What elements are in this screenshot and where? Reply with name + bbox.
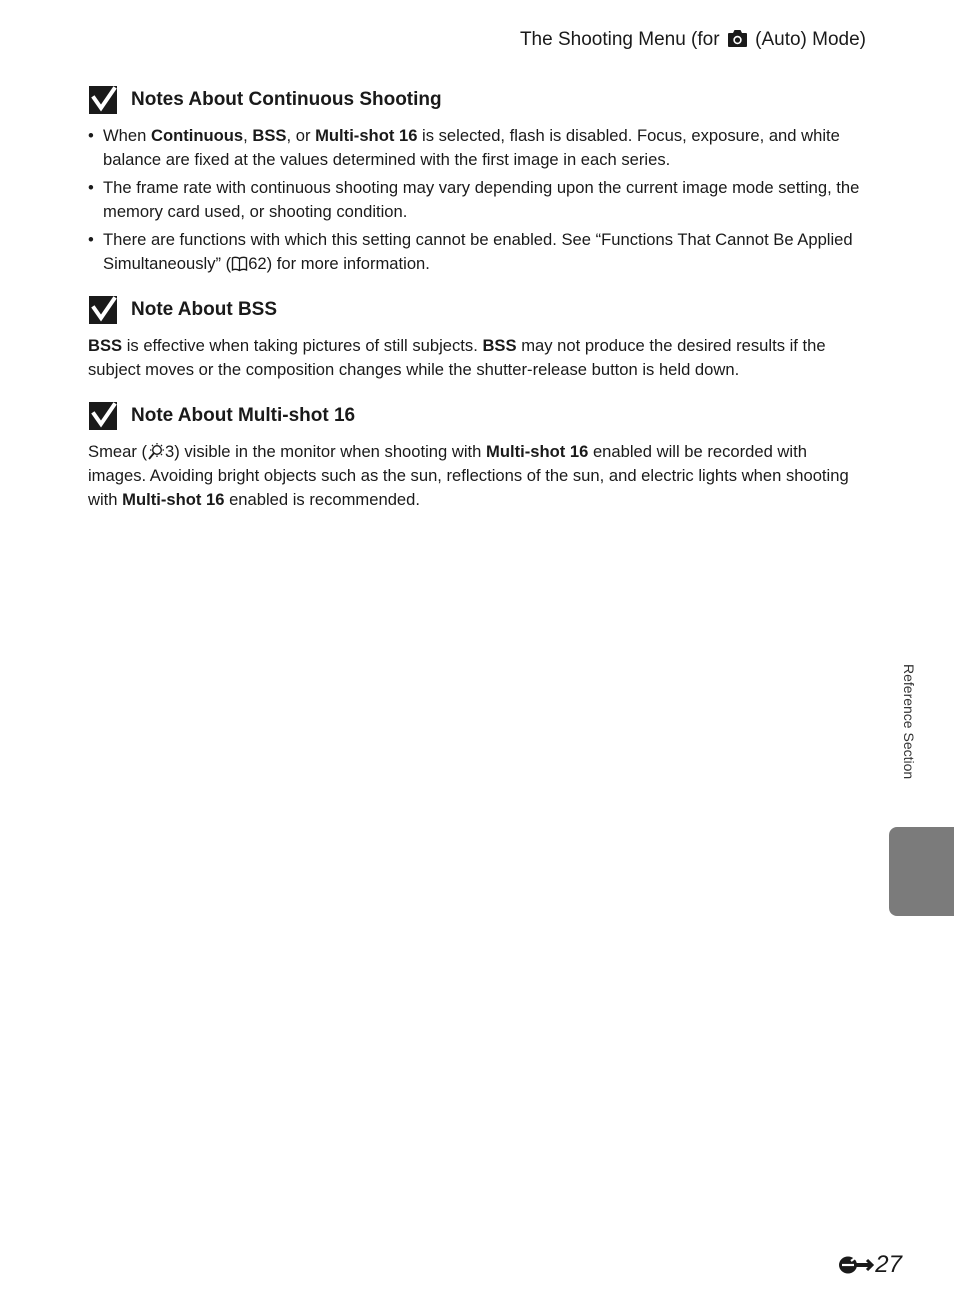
text-run: ,: [243, 126, 253, 145]
bold-term: BSS: [88, 336, 123, 355]
text-run: is effective when taking pictures of still subjects.: [122, 336, 483, 355]
check-icon: [88, 401, 118, 431]
side-section-tab: [889, 827, 954, 916]
check-icon: [88, 295, 118, 325]
note-heading-text: Note About BSS: [131, 299, 278, 320]
bullet-list: [88, 124, 868, 276]
text-run: 3) visible in the monitor when shooting with: [165, 442, 486, 461]
page-content: [88, 84, 868, 530]
book-reference-icon: [231, 256, 248, 272]
list-item: [88, 228, 868, 276]
tips-reference-icon: [147, 442, 165, 460]
e-section-icon: [838, 1254, 874, 1276]
running-head-after: (Auto) Mode): [755, 29, 866, 50]
side-section-label: Reference Section: [901, 664, 917, 780]
text-run: is selected, flash is disabled. Focus, exposure, and white balance are fixed at the values determined with the first image in each series.: [103, 126, 840, 169]
text-run: may not produce the desired results if the subject moves or the composition changes while the shutter-release button is held down.: [88, 336, 826, 379]
text-run: Smear (: [88, 442, 148, 461]
list-item: [88, 176, 868, 224]
text-run: , or: [286, 126, 316, 145]
camera-icon: [727, 28, 748, 48]
page-number-value: 27: [875, 1251, 902, 1278]
note-heading: [88, 400, 868, 432]
check-icon: [88, 85, 118, 115]
text-run: enabled will be recorded with images. Avoiding bright objects such as the sun, reflections of the sun, and electric lights when shooting with: [88, 442, 849, 509]
note-heading-text: Note About Multi-shot 16: [131, 405, 356, 426]
text-run: enabled is recommended.: [224, 490, 421, 509]
running-head: [520, 26, 866, 54]
section-bss: [88, 294, 868, 382]
text-run: There are functions with which this setting cannot be enabled. See “Functions That Cannot Be Applied Simultaneously” (: [103, 230, 853, 273]
text-run: When: [103, 126, 151, 145]
section-continuous-shooting: [88, 84, 868, 276]
running-head-before: The Shooting Menu (for: [519, 29, 720, 50]
page-number: [838, 1248, 902, 1282]
text-run: The frame rate with continuous shooting may vary depending upon the current image mode setting, the memory card used, or shooting condition.: [103, 178, 860, 221]
section-multi-shot-16: [88, 400, 868, 512]
bold-term: BSS: [252, 126, 287, 145]
body-paragraph: [88, 440, 868, 512]
note-heading: [88, 294, 868, 326]
note-heading: [88, 84, 868, 116]
note-heading-text: Notes About Continuous Shooting: [131, 89, 442, 110]
bold-term: Continuous: [150, 126, 244, 145]
text-run: 62) for more information.: [248, 254, 430, 273]
list-item: [88, 124, 868, 172]
bold-term: BSS: [482, 336, 517, 355]
bold-term: Multi-shot 16: [486, 442, 589, 461]
bold-term: Multi-shot 16: [315, 126, 418, 145]
bold-term: Multi-shot 16: [122, 490, 225, 509]
body-paragraph: [88, 334, 868, 382]
